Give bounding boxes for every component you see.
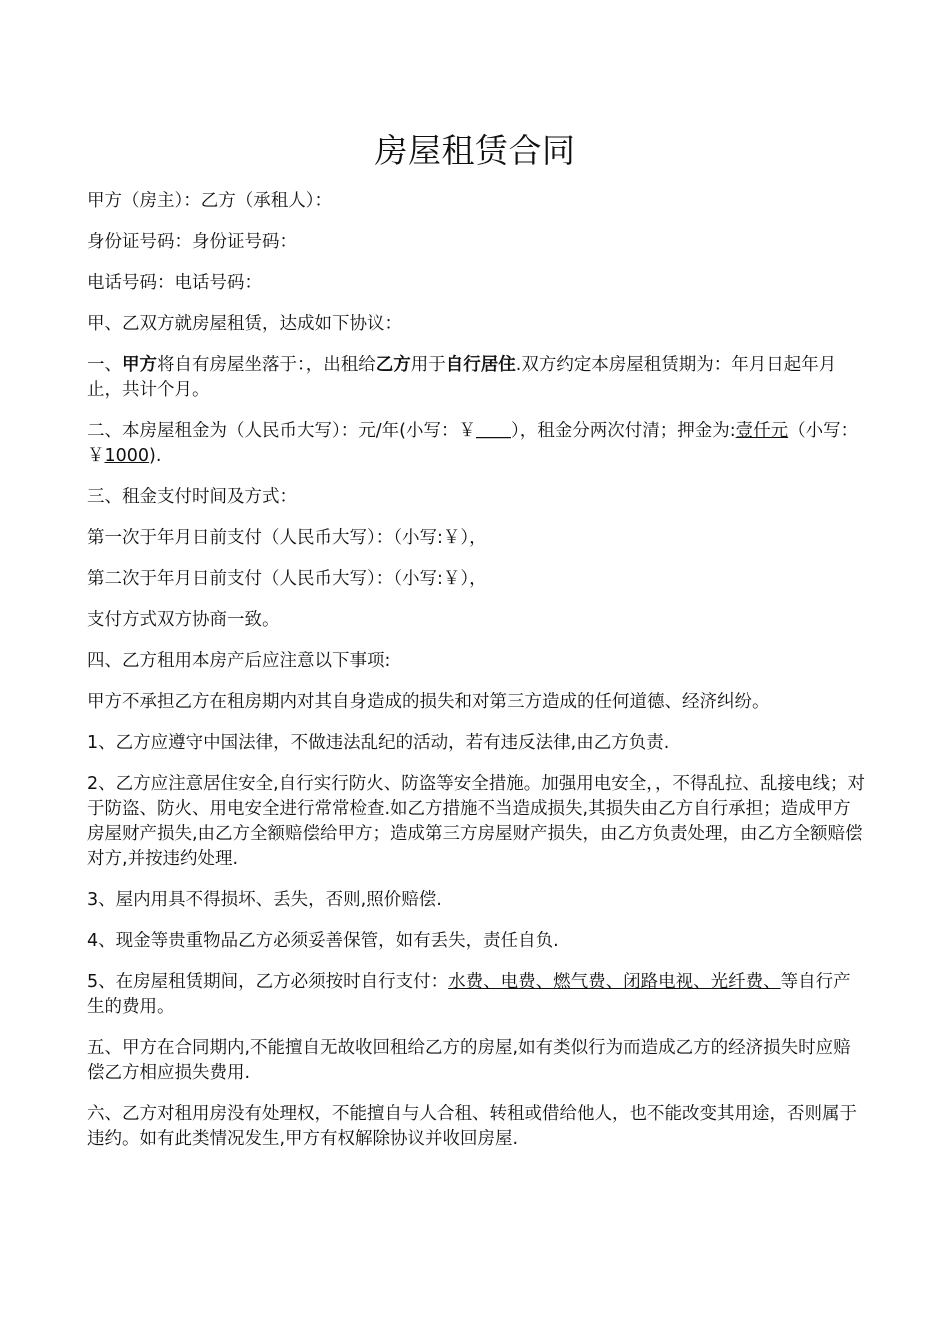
clause-1-prefix: 一、: [87, 355, 122, 375]
clause-2-text-1: 二、本房屋租金为（人民币大写）：元/年(小写：￥: [87, 421, 476, 441]
document-title: 房屋租赁合同: [374, 131, 576, 170]
clause-2-text-4: ).: [149, 446, 162, 466]
item-5-text-2: 等自行产生的费用。: [87, 972, 851, 1017]
clause-2-text-3: （小写：￥: [87, 421, 859, 466]
rent-amount-blank: ＿＿: [475, 421, 511, 441]
item-5-text-1: 5、在房屋租赁期间，乙方必须按时自行支付：: [87, 972, 449, 992]
clause-1: [87, 353, 865, 403]
disclaimer: 甲方不承担乙方在租房期内对其自身造成的损失和对第三方造成的任何道德、经济纠纷。: [87, 692, 770, 712]
item-4: 4、现金等贵重物品乙方必须妥善保管，如有丢失，责任自负.: [87, 931, 559, 951]
item-3: 3、屋内用具不得损坏、丢失，否则,照价赔偿.: [87, 890, 442, 910]
clause-1-text-1: 将自有房屋坐落于：，出租给: [157, 355, 376, 375]
deposit-amount: 1000: [104, 446, 150, 466]
fee-list: 水费、电费、燃气费、闭路电视、光纤费、: [448, 972, 781, 992]
agreement-intro: 甲、乙双方就房屋租赁，达成如下协议：: [87, 314, 402, 334]
id-number-line: 身份证号码：身份证号码：: [87, 232, 297, 252]
item-2: 2、乙方应注意居住安全,自行实行防火、防盗等安全措施。加强用电安全，，不得乱拉、乱接电线；对于防盗、防火、用电安全进行常常检查.如乙方措施不当造成损失,其损失由乙方自行承担；造成甲方房屋财产损失,由乙方全额赔偿给甲方；造成第三方房屋财产损失，由乙方负责处理，由乙方全额赔偿对方,并按违约处理.: [87, 774, 865, 869]
parties-line: 甲方（房主）：乙方（承租人）：: [87, 191, 332, 211]
clause-2: [87, 419, 865, 469]
clause-1-purpose: 自行居住: [445, 355, 516, 375]
clause-1-party-b: 乙方: [375, 355, 411, 375]
clause-6: 六、乙方对租用房没有处理权，不能擅自与人合租、转租或借给他人，也不能改变其用途，否则属于违约。如有此类情况发生,甲方有权解除协议并收回房屋.: [87, 1104, 857, 1149]
clause-1-party-a: 甲方: [122, 355, 157, 375]
payment-method: 支付方式双方协商一致。: [87, 610, 280, 630]
clause-5: 五、甲方在合同期内,不能擅自无故收回租给乙方的房屋,如有类似行为而造成乙方的经济损失时应赔偿乙方相应损失费用.: [87, 1038, 851, 1083]
payment-1: 第一次于年月日前支付（人民币大写）：（小写:￥），: [87, 528, 487, 548]
item-1: 1、乙方应遵守中国法律，不做违法乱纪的活动，若有违反法律,由乙方负责.: [87, 733, 670, 753]
clause-1-text-3: .双方约定本房屋租赁期为：年月日起年月止，共计个月。: [87, 355, 837, 400]
document-body: [87, 189, 865, 1168]
deposit-in-words: 壹仟元: [735, 421, 789, 441]
clause-1-text-2: 用于: [410, 355, 446, 375]
clause-2-text-2: ），租金分两次付清；押金为:: [510, 421, 736, 441]
clause-4: 四、乙方租用本房产后应注意以下事项:: [87, 651, 391, 671]
payment-2: 第二次于年月日前支付（人民币大写）：（小写:￥），: [87, 569, 487, 589]
phone-number-line: 电话号码：电话号码：: [87, 273, 262, 293]
clause-3: 三、租金支付时间及方式：: [87, 487, 297, 507]
item-5: [87, 970, 865, 1020]
